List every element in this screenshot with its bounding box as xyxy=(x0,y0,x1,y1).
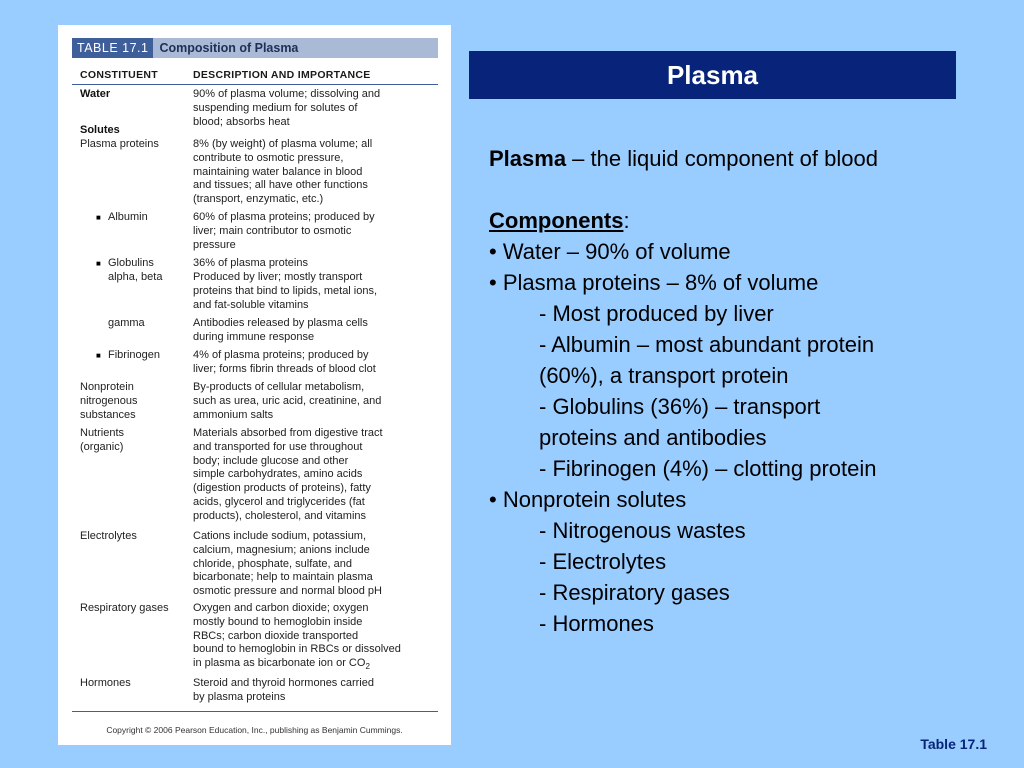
desc-line: By-products of cellular metabolism, xyxy=(193,381,365,393)
copyright-notice: Copyright © 2006 Pearson Education, Inc., publishing as Benjamin Cummings. xyxy=(106,725,403,735)
table-bottom-rule xyxy=(72,711,438,712)
description-nutrients xyxy=(193,427,443,524)
definition-line xyxy=(489,143,1009,174)
description-globulins: 36% of plasma proteins xyxy=(193,257,308,269)
table-reference-footer: Table 17.1 xyxy=(920,736,987,752)
definition-term: Plasma xyxy=(489,146,567,171)
definition-text: – the liquid component of blood xyxy=(566,146,878,171)
constituent-albumin: Albumin xyxy=(108,211,148,223)
desc-line: (transport, enzymatic, etc.) xyxy=(193,193,324,206)
description-hormones xyxy=(193,677,443,705)
desc-line: Steroid and thyroid hormones carried xyxy=(193,677,374,689)
desc-line: during immune response xyxy=(193,330,315,343)
component-sub-item: (60%), a transport protein xyxy=(539,363,789,388)
constituent-gamma: gamma xyxy=(108,317,145,329)
component-sub-item: - Most produced by liver xyxy=(539,301,774,326)
bullet-icon: ■ xyxy=(96,351,101,360)
component-sub-item: - Albumin – most abundant protein xyxy=(539,332,875,357)
table-header xyxy=(72,38,438,58)
component-sub-item: - Hormones xyxy=(539,611,654,636)
description-fibrinogen xyxy=(193,349,443,377)
component-sub-item: - Globulins (36%) – transport xyxy=(539,394,821,419)
constituent-fibrinogen: Fibrinogen xyxy=(108,349,160,361)
label-line: (organic) xyxy=(80,440,124,453)
desc-line: Produced by liver; mostly transport xyxy=(193,271,363,283)
desc-line: RBCs; carbon dioxide transported xyxy=(193,629,359,642)
desc-line: liver; main contributor to osmotic xyxy=(193,224,352,237)
desc-line: 4% of plasma proteins; produced by xyxy=(193,349,369,361)
desc-line: suspending medium for solutes of xyxy=(193,101,358,114)
constituent-solutes: Solutes xyxy=(80,124,120,136)
component-sub-item: proteins and antibodies xyxy=(539,425,767,450)
desc-line: maintaining water balance in blood xyxy=(193,165,363,178)
component-item: • Plasma proteins – 8% of volume xyxy=(489,270,819,295)
desc-line: (digestion products of proteins), fatty xyxy=(193,482,371,495)
desc-line: osmotic pressure and normal blood pH xyxy=(193,585,382,598)
constituent-nonprotein-nitrogenous xyxy=(80,381,190,422)
slide-title: Plasma xyxy=(469,51,956,99)
slide-body xyxy=(489,143,1009,639)
table-title: Composition of Plasma xyxy=(159,41,299,55)
desc-line: acids, glycerol and triglycerides (fat xyxy=(193,495,365,508)
column-header-constituent: CONSTITUENT xyxy=(80,69,158,81)
constituent-globulins: Globulins xyxy=(108,257,154,269)
desc-line: and tissues; all have other functions xyxy=(193,179,368,192)
desc-line: Oxygen and carbon dioxide; oxygen xyxy=(193,602,369,614)
desc-line: Antibodies released by plasma cells xyxy=(193,317,368,329)
spacer xyxy=(489,174,1009,205)
desc-line: and fat-soluble vitamins xyxy=(193,298,309,311)
desc-line: bicarbonate; help to maintain plasma xyxy=(193,571,373,584)
label-line: Nonprotein xyxy=(80,381,134,393)
component-sub-item: - Electrolytes xyxy=(539,549,667,574)
constituent-plasma-proteins: Plasma proteins xyxy=(80,138,159,150)
description-respiratory-gases xyxy=(193,602,443,674)
desc-line: ammonium salts xyxy=(193,408,274,421)
desc-line: simple carbohydrates, amino acids xyxy=(193,468,363,481)
component-item: • Nonprotein solutes xyxy=(489,487,687,512)
description-electrolytes xyxy=(193,530,443,599)
components-label: Components xyxy=(489,208,624,233)
desc-line: blood; absorbs heat xyxy=(193,115,290,128)
constituent-nutrients xyxy=(80,427,190,455)
components-list xyxy=(489,236,1009,639)
label-line: substances xyxy=(80,408,136,421)
desc-line: proteins that bind to lipids, metal ions, xyxy=(193,284,378,297)
desc-line: 90% of plasma volume; dissolving and xyxy=(193,88,381,100)
desc-line: chloride, phosphate, sulfate, and xyxy=(193,557,353,570)
desc-line: pressure xyxy=(193,238,236,251)
desc-line: Cations include sodium, potassium, xyxy=(193,530,367,542)
desc-line: products), cholesterol, and vitamins xyxy=(193,509,367,522)
constituent-alpha-beta: alpha, beta xyxy=(108,271,163,283)
desc-line xyxy=(193,657,443,674)
component-sub-item: - Fibrinogen (4%) – clotting protein xyxy=(539,456,877,481)
desc-line: 60% of plasma proteins; produced by xyxy=(193,211,375,223)
description-gamma xyxy=(193,317,443,345)
column-header-description: DESCRIPTION AND IMPORTANCE xyxy=(193,69,371,81)
desc-text: in plasma as bicarbonate ion or CO xyxy=(193,657,366,670)
description-plasma-proteins xyxy=(193,138,443,207)
desc-line: 8% (by weight) of plasma volume; all xyxy=(193,138,373,150)
desc-line: such as urea, uric acid, creatinine, and xyxy=(193,394,382,407)
bullet-icon: ■ xyxy=(96,259,101,268)
desc-line: Materials absorbed from digestive tract xyxy=(193,427,383,439)
desc-line: mostly bound to hemoglobin inside xyxy=(193,615,363,628)
description-albumin xyxy=(193,211,443,252)
component-sub-item: - Nitrogenous wastes xyxy=(539,518,746,543)
desc-line: by plasma proteins xyxy=(193,690,286,703)
desc-line: liver; forms fibrin threads of blood clot xyxy=(193,362,376,375)
plasma-composition-table xyxy=(58,25,451,745)
desc-line: bound to hemoglobin in RBCs or dissolved xyxy=(193,643,401,656)
constituent-electrolytes: Electrolytes xyxy=(80,530,137,542)
table-number: TABLE 17.1 xyxy=(72,38,153,58)
description-water xyxy=(193,88,443,129)
desc-line: contribute to osmotic pressure, xyxy=(193,151,344,164)
label-line: Nutrients xyxy=(80,427,125,439)
desc-line: calcium, magnesium; anions include xyxy=(193,543,370,556)
description-nonprotein xyxy=(193,381,443,422)
table-top-rule xyxy=(72,84,438,85)
constituent-hormones: Hormones xyxy=(80,677,131,689)
component-sub-item: - Respiratory gases xyxy=(539,580,730,605)
subscript: 2 xyxy=(365,662,370,672)
label-line: nitrogenous xyxy=(80,394,138,407)
description-alpha-beta xyxy=(193,271,443,312)
desc-line: body; include glucose and other xyxy=(193,454,349,467)
constituent-respiratory-gases: Respiratory gases xyxy=(80,602,169,614)
constituent-water: Water xyxy=(80,88,111,100)
bullet-icon: ■ xyxy=(96,213,101,222)
components-colon: : xyxy=(623,208,630,233)
components-heading xyxy=(489,205,1009,236)
desc-line: and transported for use throughout xyxy=(193,440,363,453)
component-item: • Water – 90% of volume xyxy=(489,239,731,264)
